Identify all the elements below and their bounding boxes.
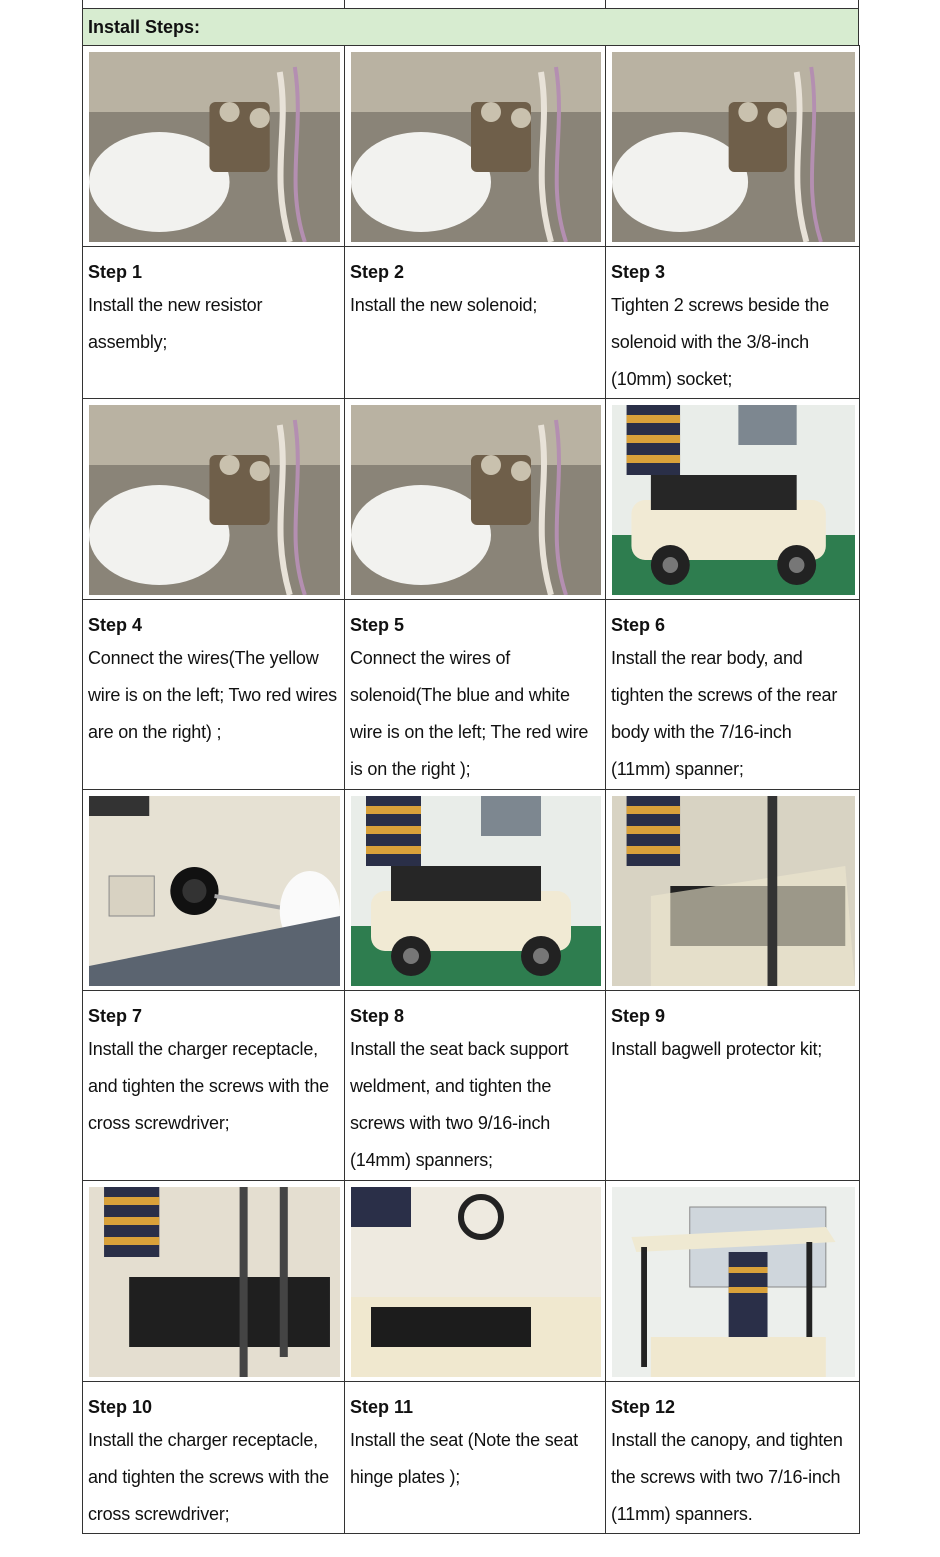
step-text-cell	[345, 247, 606, 399]
install-steps-table	[82, 45, 860, 1534]
step-text-cell	[606, 1382, 860, 1534]
step-description: Install the seat (Note the seat hinge plates );	[350, 1430, 578, 1487]
step-photo-cell	[83, 399, 345, 600]
step-label: Step 9	[611, 1006, 666, 1026]
charger-receptacle-photo	[89, 796, 340, 986]
solenoid-wires-photo	[351, 405, 601, 595]
step-text-cell	[83, 991, 345, 1181]
step-photo-cell	[345, 1181, 606, 1382]
resistor-wiring-photo	[89, 52, 340, 242]
step-photo-cell	[83, 790, 345, 991]
step-text-row	[83, 247, 860, 399]
photo-row	[83, 46, 860, 247]
step-text-row	[83, 600, 860, 790]
seat-support-photo	[351, 796, 601, 986]
step-description: Install the new resistor assembly;	[88, 295, 263, 352]
photo-row	[83, 1181, 860, 1382]
step-photo-cell	[345, 399, 606, 600]
step-photo-cell	[83, 46, 345, 247]
step-label: Step 3	[611, 262, 666, 282]
step-description: Install the rear body, and tighten the screws of the rear body with the 7/16-inch (11mm) spanner;	[611, 648, 838, 779]
step-label: Step 4	[88, 615, 143, 635]
seat-hinge-photo	[351, 1187, 601, 1377]
socket-wrench-photo	[612, 52, 855, 242]
step-text-row	[83, 1382, 860, 1534]
step-label: Step 6	[611, 615, 666, 635]
step-photo-cell	[83, 1181, 345, 1382]
solenoid-photo	[351, 52, 601, 242]
step-label: Step 1	[88, 262, 143, 282]
step-text-cell	[606, 991, 860, 1181]
step-label: Step 5	[350, 615, 405, 635]
canopy-install-photo	[612, 1187, 855, 1377]
step-text-cell	[345, 991, 606, 1181]
step-label: Step 8	[350, 1006, 405, 1026]
step-description: Connect the wires(The yellow wire is on the left; Two red wires are on the right) ;	[88, 648, 337, 742]
step-description: Connect the wires of solenoid(The blue and white wire is on the left; The red wire is on the right );	[350, 648, 589, 779]
photo-row	[83, 790, 860, 991]
step-photo-cell	[345, 790, 606, 991]
step-description: Tighten 2 screws beside the solenoid with the 3/8-inch (10mm) socket;	[611, 295, 830, 389]
step-photo-cell	[606, 46, 860, 247]
step-text-cell	[83, 247, 345, 399]
step-photo-cell	[345, 46, 606, 247]
step-text-cell	[345, 1382, 606, 1534]
step-text-cell	[606, 247, 860, 399]
step-label: Step 7	[88, 1006, 143, 1026]
step-description: Install the charger receptacle, and tighten the screws with the cross screwdriver;	[88, 1039, 329, 1133]
bagwell-kit-photo	[612, 796, 855, 986]
step-text-cell	[83, 1382, 345, 1534]
step-text-cell	[83, 600, 345, 790]
step-photo-cell	[606, 1181, 860, 1382]
top-border-strip	[82, 0, 859, 8]
step-text-cell	[606, 600, 860, 790]
step-description: Install the canopy, and tighten the screws with two 7/16-inch (11mm) spanners.	[611, 1430, 843, 1524]
step-label: Step 2	[350, 262, 405, 282]
step-description: Install the seat back support weldment, and tighten the screws with two 9/16-inch (14mm) spanners;	[350, 1039, 569, 1170]
step-label: Step 10	[88, 1397, 153, 1417]
install-steps-header: Install Steps:	[82, 8, 859, 46]
step-description: Install bagwell protector kit;	[611, 1039, 823, 1059]
step-text-cell	[345, 600, 606, 790]
step-text-row	[83, 991, 860, 1181]
step-photo-cell	[606, 399, 860, 600]
step-label: Step 12	[611, 1397, 676, 1417]
golf-cart-rear-photo	[612, 405, 855, 595]
wire-connection-photo	[89, 405, 340, 595]
step-photo-cell	[606, 790, 860, 991]
cart-floor-photo	[89, 1187, 340, 1377]
photo-row	[83, 399, 860, 600]
step-description: Install the new solenoid;	[350, 295, 538, 315]
step-label: Step 11	[350, 1397, 414, 1417]
step-description: Install the charger receptacle, and tighten the screws with the cross screwdriver;	[88, 1430, 329, 1524]
